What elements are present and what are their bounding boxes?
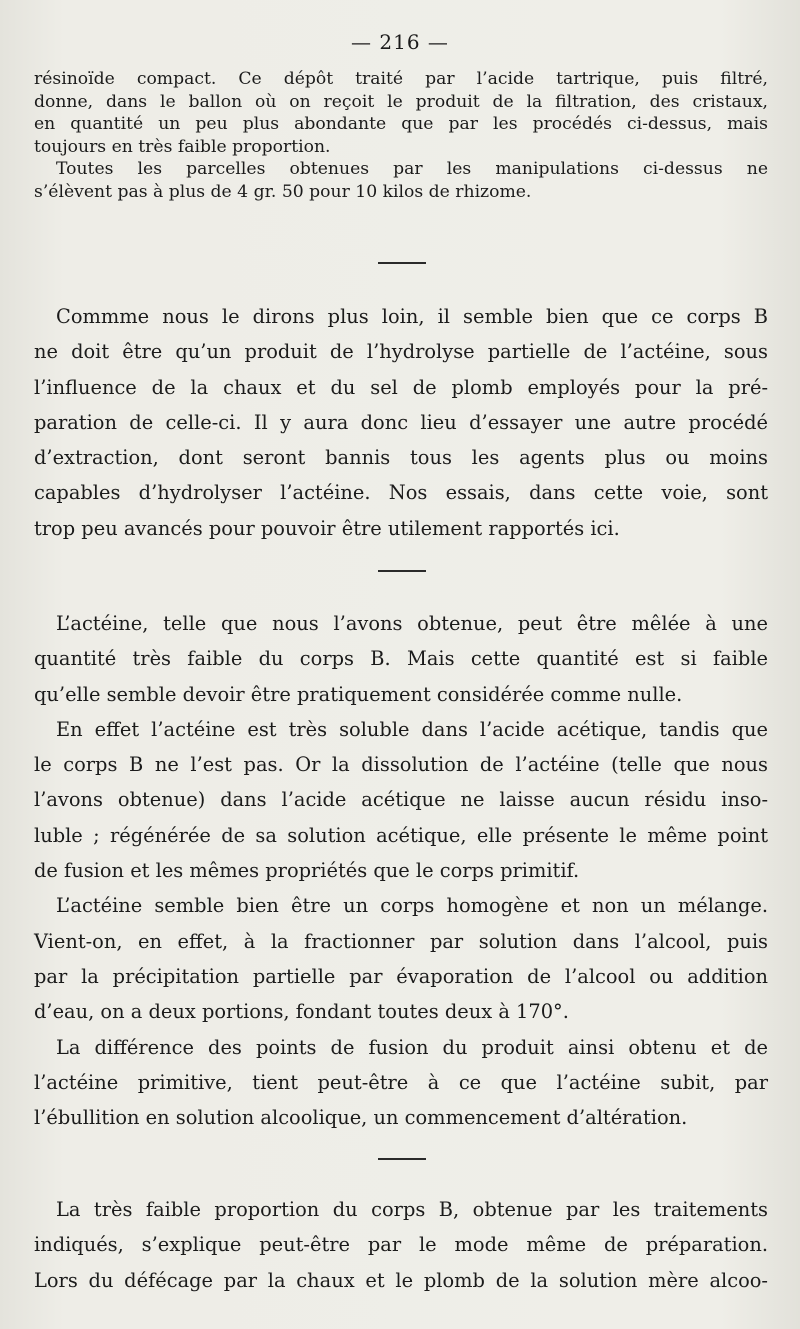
text-line: Commme nous le dirons plus loin, il semble bien que ce corps B <box>56 305 768 328</box>
text-line: en quantité un peu plus abondante que par les procédés ci-dessus, mais <box>34 114 768 134</box>
text-line: l’ébullition en solution alcoolique, un commencement d’altération. <box>34 1106 688 1130</box>
text-line: l’avons obtenue) dans l’acide acétique ne laisse aucun résidu inso- <box>34 788 768 812</box>
text-line: Lors du défécage par la chaux et le plomb de la solution mère alcoo- <box>34 1268 768 1292</box>
text-line: le corps B ne l’est pas. Or la dissolution de l’actéine (telle que nous <box>34 753 768 777</box>
text-line: indiqués, s’explique peut-être par le mode même de préparation. <box>34 1233 768 1257</box>
section-divider <box>378 570 426 572</box>
page-number: — 216 — <box>351 30 449 54</box>
text-line: L’actéine semble bien être un corps homogène et non un mélange. <box>56 894 768 918</box>
text-line: quantité très faible du corps B. Mais cette quantité est si faible <box>34 647 768 671</box>
text-line: résinoïde compact. Ce dépôt traité par l’acide tartrique, puis filtré, <box>34 69 768 89</box>
text-line: donne, dans le ballon où on reçoit le produit de la filtration, des cristaux, <box>34 91 768 112</box>
text-line: d’eau, on a deux portions, fondant toutes deux à 170°. <box>34 1000 569 1024</box>
text-line: luble ; régénérée de sa solution acétique, elle présente le même point <box>34 823 768 847</box>
text-line: L’actéine, telle que nous l’avons obtenue, peut être mêlée à une <box>56 612 768 635</box>
paragraph-acteine <box>34 606 768 1135</box>
text-line: En effet l’actéine est très soluble dans l’acide acétique, tandis que <box>56 717 768 741</box>
text-line: d’extraction, dont seront bannis tous les agents plus ou moins <box>34 446 768 470</box>
text-line: l’actéine primitive, tient peut-être à ce que l’actéine subit, par <box>34 1070 768 1094</box>
text-line: qu’elle semble devoir être pratiquement considérée comme nulle. <box>34 682 683 706</box>
text-line: toujours en très faible proportion. <box>34 136 331 157</box>
paragraph-continuation <box>34 68 768 203</box>
text-line: ne doit être qu’un produit de l’hydrolyse partielle de l’actéine, sous <box>34 340 768 364</box>
section-divider <box>378 262 426 264</box>
text-line: Toutes les parcelles obtenues par les manipulations ci-dessus ne <box>56 159 768 179</box>
text-line: s’élèvent pas à plus de 4 gr. 50 pour 10 kilos de rhizome. <box>34 181 532 202</box>
section-divider <box>378 1158 426 1160</box>
paragraph-corps-b <box>34 299 768 546</box>
text-line: de fusion et les mêmes propriétés que le corps primitif. <box>34 859 580 883</box>
text-line: trop peu avancés pour pouvoir être utilement rapportés ici. <box>34 516 620 540</box>
paragraph-faible-proportion <box>34 1192 768 1298</box>
text-line: Vient-on, en effet, à la fractionner par solution dans l’alcool, puis <box>34 929 768 953</box>
text-line: l’influence de la chaux et du sel de plomb employés pour la pré- <box>34 375 768 399</box>
text-line: capables d’hydrolyser l’actéine. Nos essais, dans cette voie, sont <box>34 481 768 505</box>
text-line: La très faible proportion du corps B, obtenue par les traitements <box>56 1198 768 1221</box>
text-line: La différence des points de fusion du produit ainsi obtenu et de <box>56 1035 768 1059</box>
text-line: par la précipitation partielle par évaporation de l’alcool ou addition <box>34 964 768 988</box>
text-line: paration de celle-ci. Il y aura donc lieu d’essayer une autre procédé <box>34 410 768 434</box>
